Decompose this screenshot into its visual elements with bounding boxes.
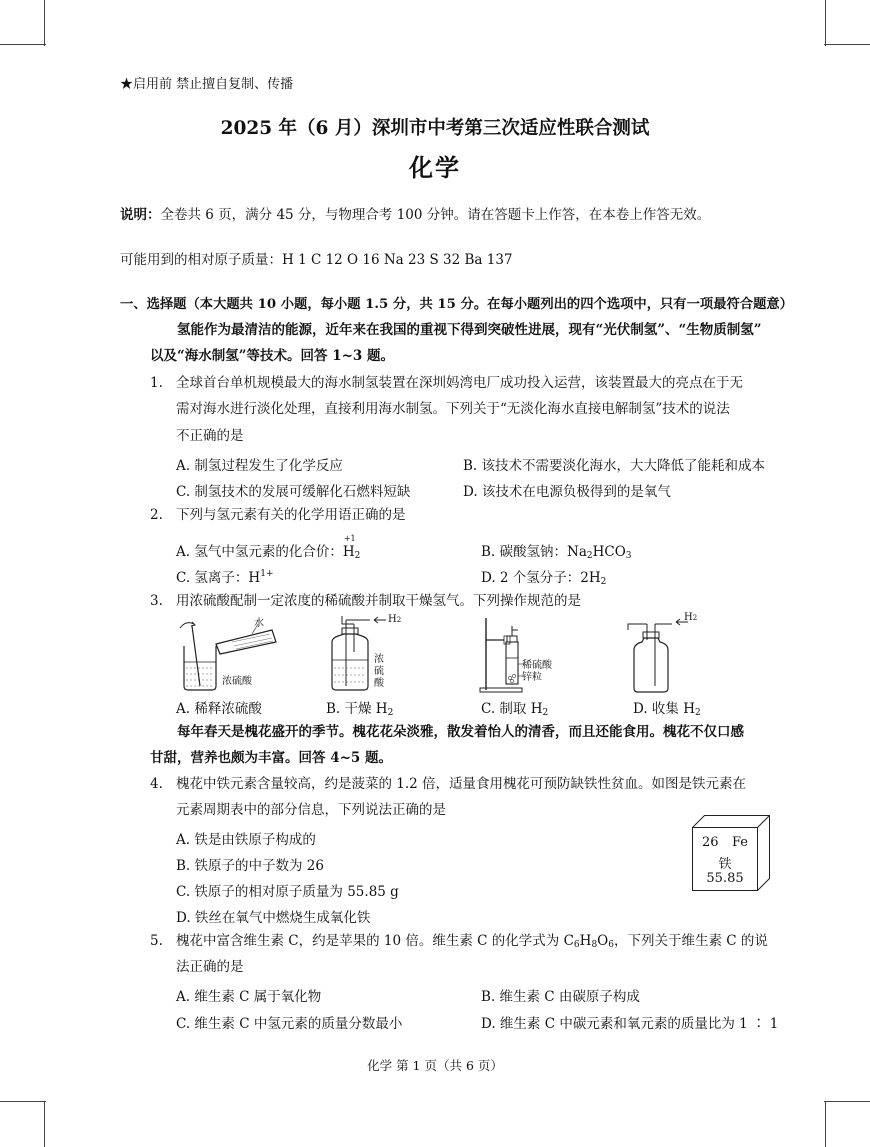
q1-option-c: C. 制氢技术的发展可缓解化石燃料短缺 xyxy=(176,484,411,500)
element-number: 26 xyxy=(702,835,719,850)
q5-stem-b: ，下列关于维生素 C 的说 xyxy=(613,933,768,949)
fig-a-water-label: 水 xyxy=(254,618,264,629)
q3-option-b xyxy=(326,697,393,718)
q3-stem: 用浓硫酸配制一定浓度的稀硫酸并制取干燥氢气。下列操作规范的是 xyxy=(176,593,581,609)
fig-c-zinc-label: 锌粒 xyxy=(522,672,542,683)
q2-option-c-sup: 1+ xyxy=(260,569,274,579)
q3-option-c-text: C. 制取 H xyxy=(481,701,543,717)
q1-option-d: D. 该技术在电源负极得到的是氧气 xyxy=(463,484,671,500)
q2-option-b-sub: 2 xyxy=(586,551,593,561)
q5-option-d: D. 维生素 C 中碳元素和氧元素的质量比为 1 ∶ 1 xyxy=(481,1016,779,1032)
figure-dilute-acid xyxy=(172,614,282,694)
dry-hydrogen-drawing xyxy=(326,612,416,694)
q5-option-b: B. 维生素 C 由碳原子构成 xyxy=(481,989,640,1005)
intro-1-line-1: 氢能作为最清洁的能源，近年来在我国的重视下得到突破性进展，现有“光伏制氢”、“生物质制氢” xyxy=(177,322,762,338)
q2-option-b-tail: HCO xyxy=(592,544,626,560)
produce-hydrogen-drawing xyxy=(478,612,558,694)
q2-option-c xyxy=(176,566,274,586)
q2-option-a xyxy=(176,534,361,561)
q2-option-a-sub: 2 xyxy=(354,551,361,561)
page-footer: 化学 第 1 页（共 6 页） xyxy=(367,1058,503,1073)
q5-h: H xyxy=(579,933,592,949)
q2-option-b xyxy=(481,540,632,561)
q2-option-a-text: A. 氢气中氢元素的化合价： xyxy=(176,544,343,560)
q3-number: 3. xyxy=(150,593,163,609)
q2-option-b-sub2: 3 xyxy=(625,551,632,561)
figure-dry-hydrogen xyxy=(326,612,416,694)
q5-sub-3: 6 xyxy=(608,940,614,950)
q1-stem-line-3: 不正确的是 xyxy=(176,428,244,444)
fig-b-gas-label xyxy=(388,614,401,625)
fig-c-acid-label: 稀硫酸 xyxy=(522,660,552,671)
fig-b-acid-3: 酸 xyxy=(374,678,384,689)
q2-option-a-h: H xyxy=(342,544,355,560)
q4-option-b: B. 铁原子的中子数为 26 xyxy=(176,858,324,874)
q2-number: 2. xyxy=(150,507,163,523)
q5-option-c: C. 维生素 C 中氢元素的质量分数最小 xyxy=(176,1016,403,1032)
crop-mark xyxy=(824,44,870,45)
q3-option-b-text: B. 干燥 H xyxy=(326,701,388,717)
intro-1-line-2: 以及“海水制氢”等技术。回答 1~3 题。 xyxy=(150,348,395,364)
q3-option-c-sub: 2 xyxy=(542,708,549,718)
q2-option-d xyxy=(481,566,606,587)
fig-b-acid-2: 硫 xyxy=(374,666,384,677)
q3-option-b-sub: 2 xyxy=(387,708,394,718)
crop-mark xyxy=(824,1101,870,1102)
q5-stem-line-1 xyxy=(176,932,768,954)
q5-stem-line-2: 法正确的是 xyxy=(176,959,244,975)
intro-2-line-2: 甘甜，营养也颇为丰富。回答 4~5 题。 xyxy=(150,750,392,766)
crop-mark xyxy=(825,1101,826,1147)
q5-option-a: A. 维生素 C 属于氧化物 xyxy=(176,989,322,1005)
q4-number: 4. xyxy=(150,776,163,792)
element-name: 铁 xyxy=(718,857,732,872)
q1-number: 1. xyxy=(150,375,163,391)
q1-option-b: B. 该技术不需要淡化海水，大大降低了能耗和成本 xyxy=(463,458,766,474)
fig-d-gas-label xyxy=(684,612,697,623)
element-mass: 55.85 xyxy=(706,871,744,886)
fig-d-gas: H xyxy=(684,612,693,623)
q2-stem: 下列与氢元素有关的化学用语正确的是 xyxy=(176,507,406,523)
q2-option-a-formula xyxy=(342,534,361,561)
q2-option-a-sup: +1 xyxy=(343,534,356,543)
fig-a-acid-label: 浓硫酸 xyxy=(222,676,252,687)
instructions-text: 全卷共 6 页，满分 45 分，与物理合考 100 分钟。请在答题卡上作答，在本卷上作答无效。 xyxy=(160,207,711,223)
q2-option-d-sub: 2 xyxy=(600,577,607,587)
crop-mark xyxy=(44,1101,45,1147)
q5-sub-2: 8 xyxy=(591,940,598,950)
q5-stem-a: 槐花中富含维生素 C，约是苹果的 10 倍。维生素 C 的化学式为 C xyxy=(176,933,574,949)
intro-2-line-1: 每年春天是槐花盛开的季节。槐花花朵淡雅，散发着怡人的清香，而且还能食用。槐花不仅口感 xyxy=(177,724,744,740)
figure-produce-hydrogen xyxy=(478,612,558,694)
q3-option-d-sub: 2 xyxy=(695,708,701,718)
q1-stem-line-2: 需对海水进行淡化处理，直接利用海水制氢。下列关于“无淡化海水直接电解制氢”技术的说法 xyxy=(176,401,730,417)
q4-option-c: C. 铁原子的相对原子质量为 55.85 g xyxy=(176,884,399,900)
figure-collect-hydrogen xyxy=(626,610,706,694)
q3-option-a: A. 稀释浓硫酸 xyxy=(176,701,262,717)
q4-stem-line-2: 元素周期表中的部分信息，下列说法正确的是 xyxy=(176,802,446,818)
subject-title: 化学 xyxy=(409,153,461,182)
element-symbol: Fe xyxy=(732,835,749,850)
periodic-element-cell xyxy=(692,815,770,891)
fig-b-gas-sub: 2 xyxy=(396,616,402,624)
fig-b-acid-1: 浓 xyxy=(374,654,384,665)
q4-stem-line-1: 槐花中铁元素含量较高，约是菠菜的 1.2 倍，适量食用槐花可预防缺铁性贫血。如图是铁元素在 xyxy=(176,776,747,792)
q5-sub-1: 6 xyxy=(573,940,580,950)
q2-option-d-text: D. 2 个氢分子：2H xyxy=(481,570,601,586)
instructions-label: 说明： xyxy=(120,207,161,223)
q3-option-d xyxy=(633,697,701,718)
q3-option-c xyxy=(481,697,548,718)
q5-o: O xyxy=(597,933,609,949)
fig-d-gas-sub: 2 xyxy=(692,614,698,622)
exam-title: 2025 年（6 月）深圳市中考第三次适应性联合测试 xyxy=(220,118,650,139)
fig-b-gas: H xyxy=(388,614,397,625)
crop-mark xyxy=(0,1101,46,1102)
instructions xyxy=(120,206,710,224)
confidential-notice: ★启用前 禁止擅自复制、传播 xyxy=(120,77,294,92)
crop-mark xyxy=(44,0,45,46)
q4-option-a: A. 铁是由铁原子构成的 xyxy=(176,832,316,848)
fig-b-acid-label xyxy=(374,654,384,690)
section-heading: 一、选择题（本大题共 10 小题，每小题 1.5 分，共 15 分。在每小题列出的四个选项中，只有一项最符合题意） xyxy=(120,297,793,312)
q2-option-b-text: B. 碳酸氢钠：Na xyxy=(481,544,587,560)
atomic-masses: 可能用到的相对原子质量：H 1 C 12 O 16 Na 23 S 32 Ba 137 xyxy=(120,252,513,268)
crop-mark xyxy=(825,0,826,46)
crop-mark xyxy=(0,44,46,45)
q4-option-d: D. 铁丝在氧气中燃烧生成氧化铁 xyxy=(176,910,371,926)
q1-option-a: A. 制氢过程发生了化学反应 xyxy=(176,458,343,474)
q2-option-c-text: C. 氢离子：H xyxy=(176,570,261,586)
q3-option-d-text: D. 收集 H xyxy=(633,701,695,717)
q5-number: 5. xyxy=(150,933,163,949)
q1-stem-line-1: 全球首台单机规模最大的海水制氢装置在深圳妈湾电厂成功投入运营，该装置最大的亮点在于无 xyxy=(176,375,743,391)
